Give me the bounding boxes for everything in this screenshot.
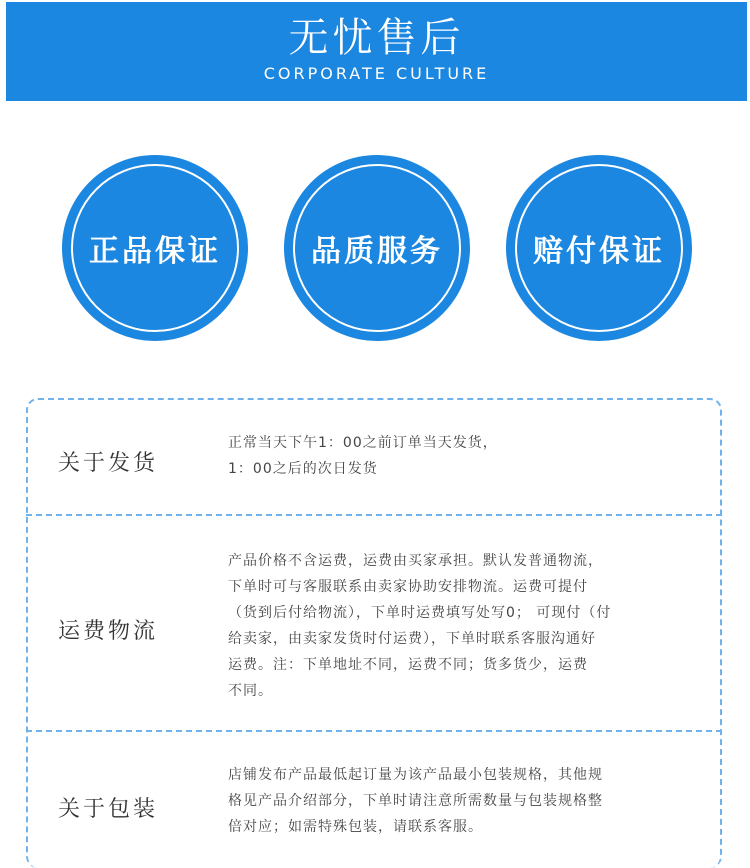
text-line: 给卖家，由卖家发货时付运费），下单时联系客服沟通好 — [228, 631, 596, 647]
banner-subtitle: CORPORATE CULTURE — [263, 64, 490, 83]
guarantee-badges — [0, 155, 750, 345]
text-line: 运费。注：下单地址不同，运费不同；货多货少，运费 — [228, 657, 588, 673]
text-line: 倍对应；如需特殊包装，请联系客服。 — [228, 819, 483, 835]
banner-title: 无忧售后 — [288, 15, 465, 61]
badge-compensation — [506, 155, 692, 341]
header-banner — [6, 2, 747, 101]
badge-label: 赔付保证 — [533, 234, 665, 269]
text-line: 产品价格不含运费，运费由买家承担。默认发普通物流， — [228, 553, 603, 569]
text-line: 店铺发布产品最低起订量为该产品最小包装规格，其他规 — [228, 767, 603, 783]
text-line: 下单时可与客服联系由卖家协助安排物流。运费可提付 — [228, 579, 588, 595]
badge-label: 正品保证 — [89, 234, 221, 269]
text-line: （货到后付给物流），下单时运费填写处写0； 可现付（付 — [228, 605, 612, 621]
section-divider — [26, 514, 722, 516]
section-text-freight — [228, 548, 700, 704]
badge-label: 品质服务 — [311, 234, 443, 269]
section-text-packaging — [228, 762, 700, 840]
text-line: 正常当天下午1：00之前订单当天发货， — [228, 435, 498, 451]
text-line: 不同。 — [228, 683, 273, 699]
badge-quality-service — [284, 155, 470, 341]
text-line: 1：00之后的次日发货 — [228, 461, 378, 477]
section-divider — [26, 730, 722, 732]
text-line: 格见产品介绍部分，下单时请注意所需数量与包装规格整 — [228, 793, 603, 809]
badge-genuine — [62, 155, 248, 341]
section-text-shipping — [228, 430, 700, 482]
section-title-packaging: 关于包装 — [58, 797, 159, 822]
section-title-shipping: 关于发货 — [58, 451, 159, 476]
after-sales-info-panel — [26, 398, 722, 868]
section-title-freight: 运费物流 — [58, 619, 159, 644]
